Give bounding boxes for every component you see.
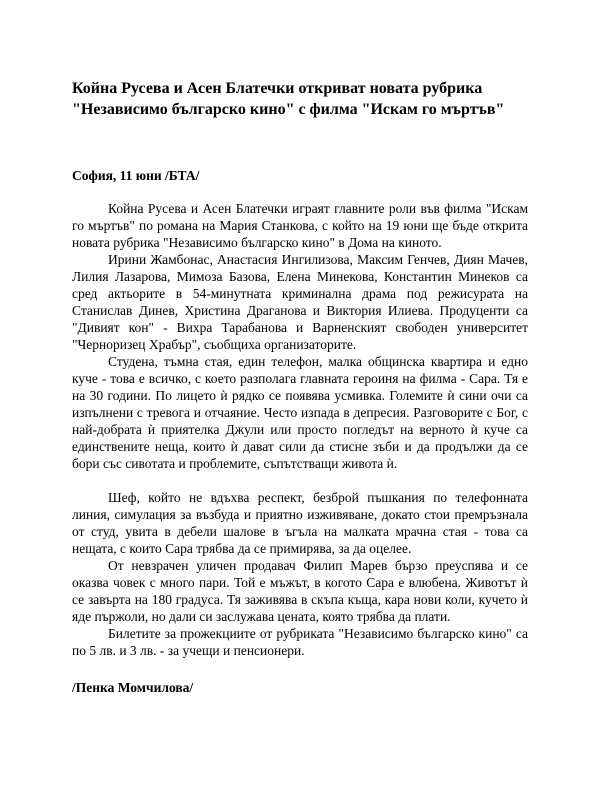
paragraph-6: Билетите за прожекциите от рубриката "Независимо българско кино" са по 5 лв. и 3 лв. - за учещи и пенсионери. [72, 626, 528, 658]
paragraph-1: Койна Русева и Асен Блатечки играят главните роли във филма "Искам го мъртъв" по романа на Мария Станкова, с който на 19 юни ще бъде открита новата рубрика "Независимо българско кино" в Дома на киното. [72, 201, 528, 250]
author-signature: /Пенка Момчилова/ [72, 680, 194, 695]
article [72, 78, 528, 696]
paragraph-2: Ирини Жамбонас, Анастасия Ингилизова, Максим Генчев, Диян Мачев, Лилия Лазарова, Мимоза Базова, Елена Минекова, Константин Минеков са сред актьорите в 54-минутната криминална драма под режисурата на Станислав Динев, Христина Драганова и Виктория Илиева. Продуценти са "Дивият кон" - Вихра Тарабанова и Варненският свободен университет "Черноризец Храбър", съобщиха организаторите. [72, 252, 528, 352]
paragraph-5: От невзрачен уличен продавач Филип Марев бързо преуспява и се оказва човек с много пари. Той е мъжът, в когото Сара е влюбена. Животът ѝ се завърта на 180 градуса. Тя заживява в скъпа къща, кара нови коли, кучето ѝ яде пържоли, но дали си заслужава цената, която трябва да плати. [72, 558, 528, 624]
paragraph-4: Шеф, който не вдъхва респект, безброй пъшкания по телефонната линия, симулация за възбуда и приятно изживяване, докато стои премръзнала от студ, увита в дебели шалове в ъгъла на малката мрачна стая - това са нещата, с които Сара трябва да се примирява, за да оцелее. [72, 490, 528, 556]
article-body [72, 200, 528, 659]
article-title [72, 78, 528, 120]
paragraph-3: Студена, тъмна стая, един телефон, малка общинска квартира и едно куче - това е всичко, с което разполага главната героиня на филма - Сара. Тя е на 30 години. По лицето ѝ рядко се появява усмивка. Големите ѝ сини очи са изпълнени с тревога и отчаяние. Често изпада в депресия. Разговорите с Бог, с най-добрата ѝ приятелка Джули или просто погледът на верното ѝ куче са единствените неща, които ѝ дават сили да стисне зъби и да продължи да се бори със сивотата и проблемите, съпътстващи живота ѝ. [72, 354, 528, 471]
dateline: София, 11 юни /БТА/ [72, 168, 200, 183]
article-title-line-2: "Независимо българско кино" с филма "Искам го мъртъв" [72, 101, 505, 118]
article-title-line-1: Койна Русева и Асен Блатечки откриват новата рубрика [72, 80, 483, 97]
